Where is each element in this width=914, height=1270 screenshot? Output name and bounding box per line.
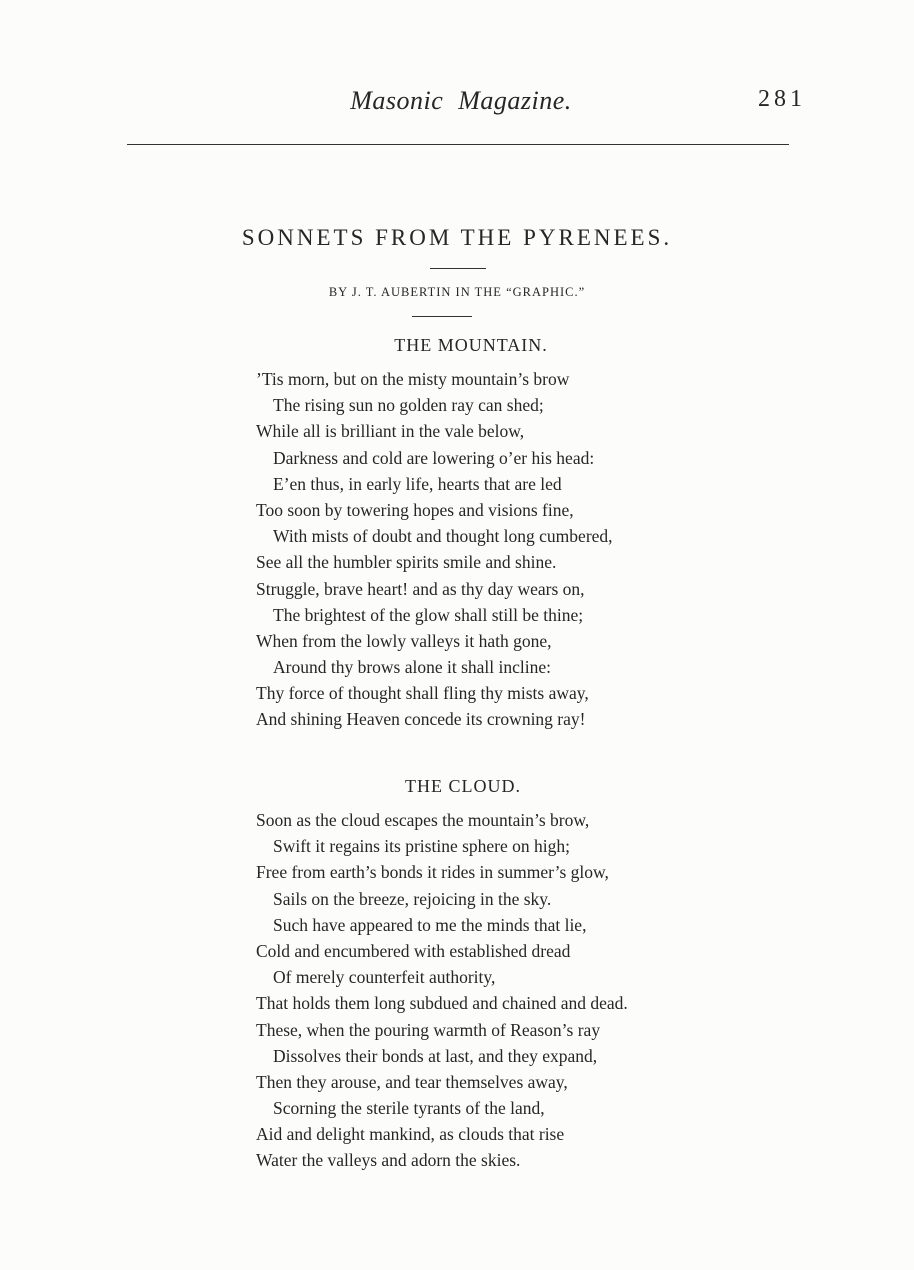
poem-line: ’Tis morn, but on the misty mountain’s brow (256, 369, 570, 389)
poem-line: Dissolves their bonds at last, and they expand, (273, 1045, 598, 1066)
poem-cloud (256, 807, 628, 1174)
poem-line: See all the humbler spirits smile and shine. (256, 552, 557, 573)
poem-line: Such have appeared to me the minds that lie, (273, 914, 587, 935)
poem-line: Too soon by towering hopes and visions fine, (256, 499, 574, 520)
poem-line: The rising sun no golden ray can shed; (273, 395, 544, 416)
poem-line: Free from earth’s bonds it rides in summer’s glow, (256, 862, 609, 883)
title-divider (430, 268, 486, 269)
poem-line: Water the valleys and adorn the skies. (256, 1150, 521, 1171)
poem-line: Sails on the breeze, rejoicing in the sky. (273, 888, 552, 909)
header-rule (127, 144, 789, 145)
poem-mountain (256, 366, 613, 733)
poem-heading-mountain: THE MOUNTAIN. (394, 335, 548, 355)
byline-divider (412, 316, 472, 317)
poem-line: Around thy brows alone it shall incline: (273, 657, 552, 678)
byline: BY J. T. AUBERTIN IN THE “GRAPHIC.” (328, 285, 586, 299)
poem-line: Swift it regains its pristine sphere on high; (273, 836, 570, 857)
running-title-word-1: Masonic (350, 86, 444, 115)
poem-line: And shining Heaven concede its crowning ray! (256, 709, 586, 730)
poem-heading-cloud: THE CLOUD. (405, 776, 521, 796)
poem-line: Then they arouse, and tear themselves away, (256, 1071, 568, 1092)
poem-line: Soon as the cloud escapes the mountain’s brow, (256, 810, 590, 830)
poem-line: With mists of doubt and thought long cumbered, (273, 526, 613, 547)
poem-line: Scorning the sterile tyrants of the land, (273, 1098, 545, 1119)
page-number: 281 (758, 86, 806, 112)
poem-line: While all is brilliant in the vale below, (256, 421, 525, 442)
poem-line: Darkness and cold are lowering o’er his head: (273, 447, 595, 468)
poem-line: Cold and encumbered with established dread (256, 940, 571, 961)
running-title-word-2: Magazine. (458, 86, 572, 115)
poem-line: When from the lowly valleys it hath gone, (256, 630, 552, 651)
poem-line: That holds them long subdued and chained and dead. (256, 993, 628, 1014)
poem-line: E’en thus, in early life, hearts that are led (273, 473, 562, 494)
poem-line: Of merely counterfeit authority, (273, 967, 496, 988)
poem-line: The brightest of the glow shall still be thine; (273, 604, 584, 625)
article-title: SONNETS FROM THE PYRENEES. (241, 225, 673, 250)
poem-line: Struggle, brave heart! and as thy day wears on, (256, 578, 585, 599)
poem-line: Aid and delight mankind, as clouds that rise (256, 1124, 565, 1145)
poem-line: Thy force of thought shall fling thy mists away, (256, 683, 589, 704)
poem-line: These, when the pouring warmth of Reason’s ray (256, 1019, 601, 1040)
